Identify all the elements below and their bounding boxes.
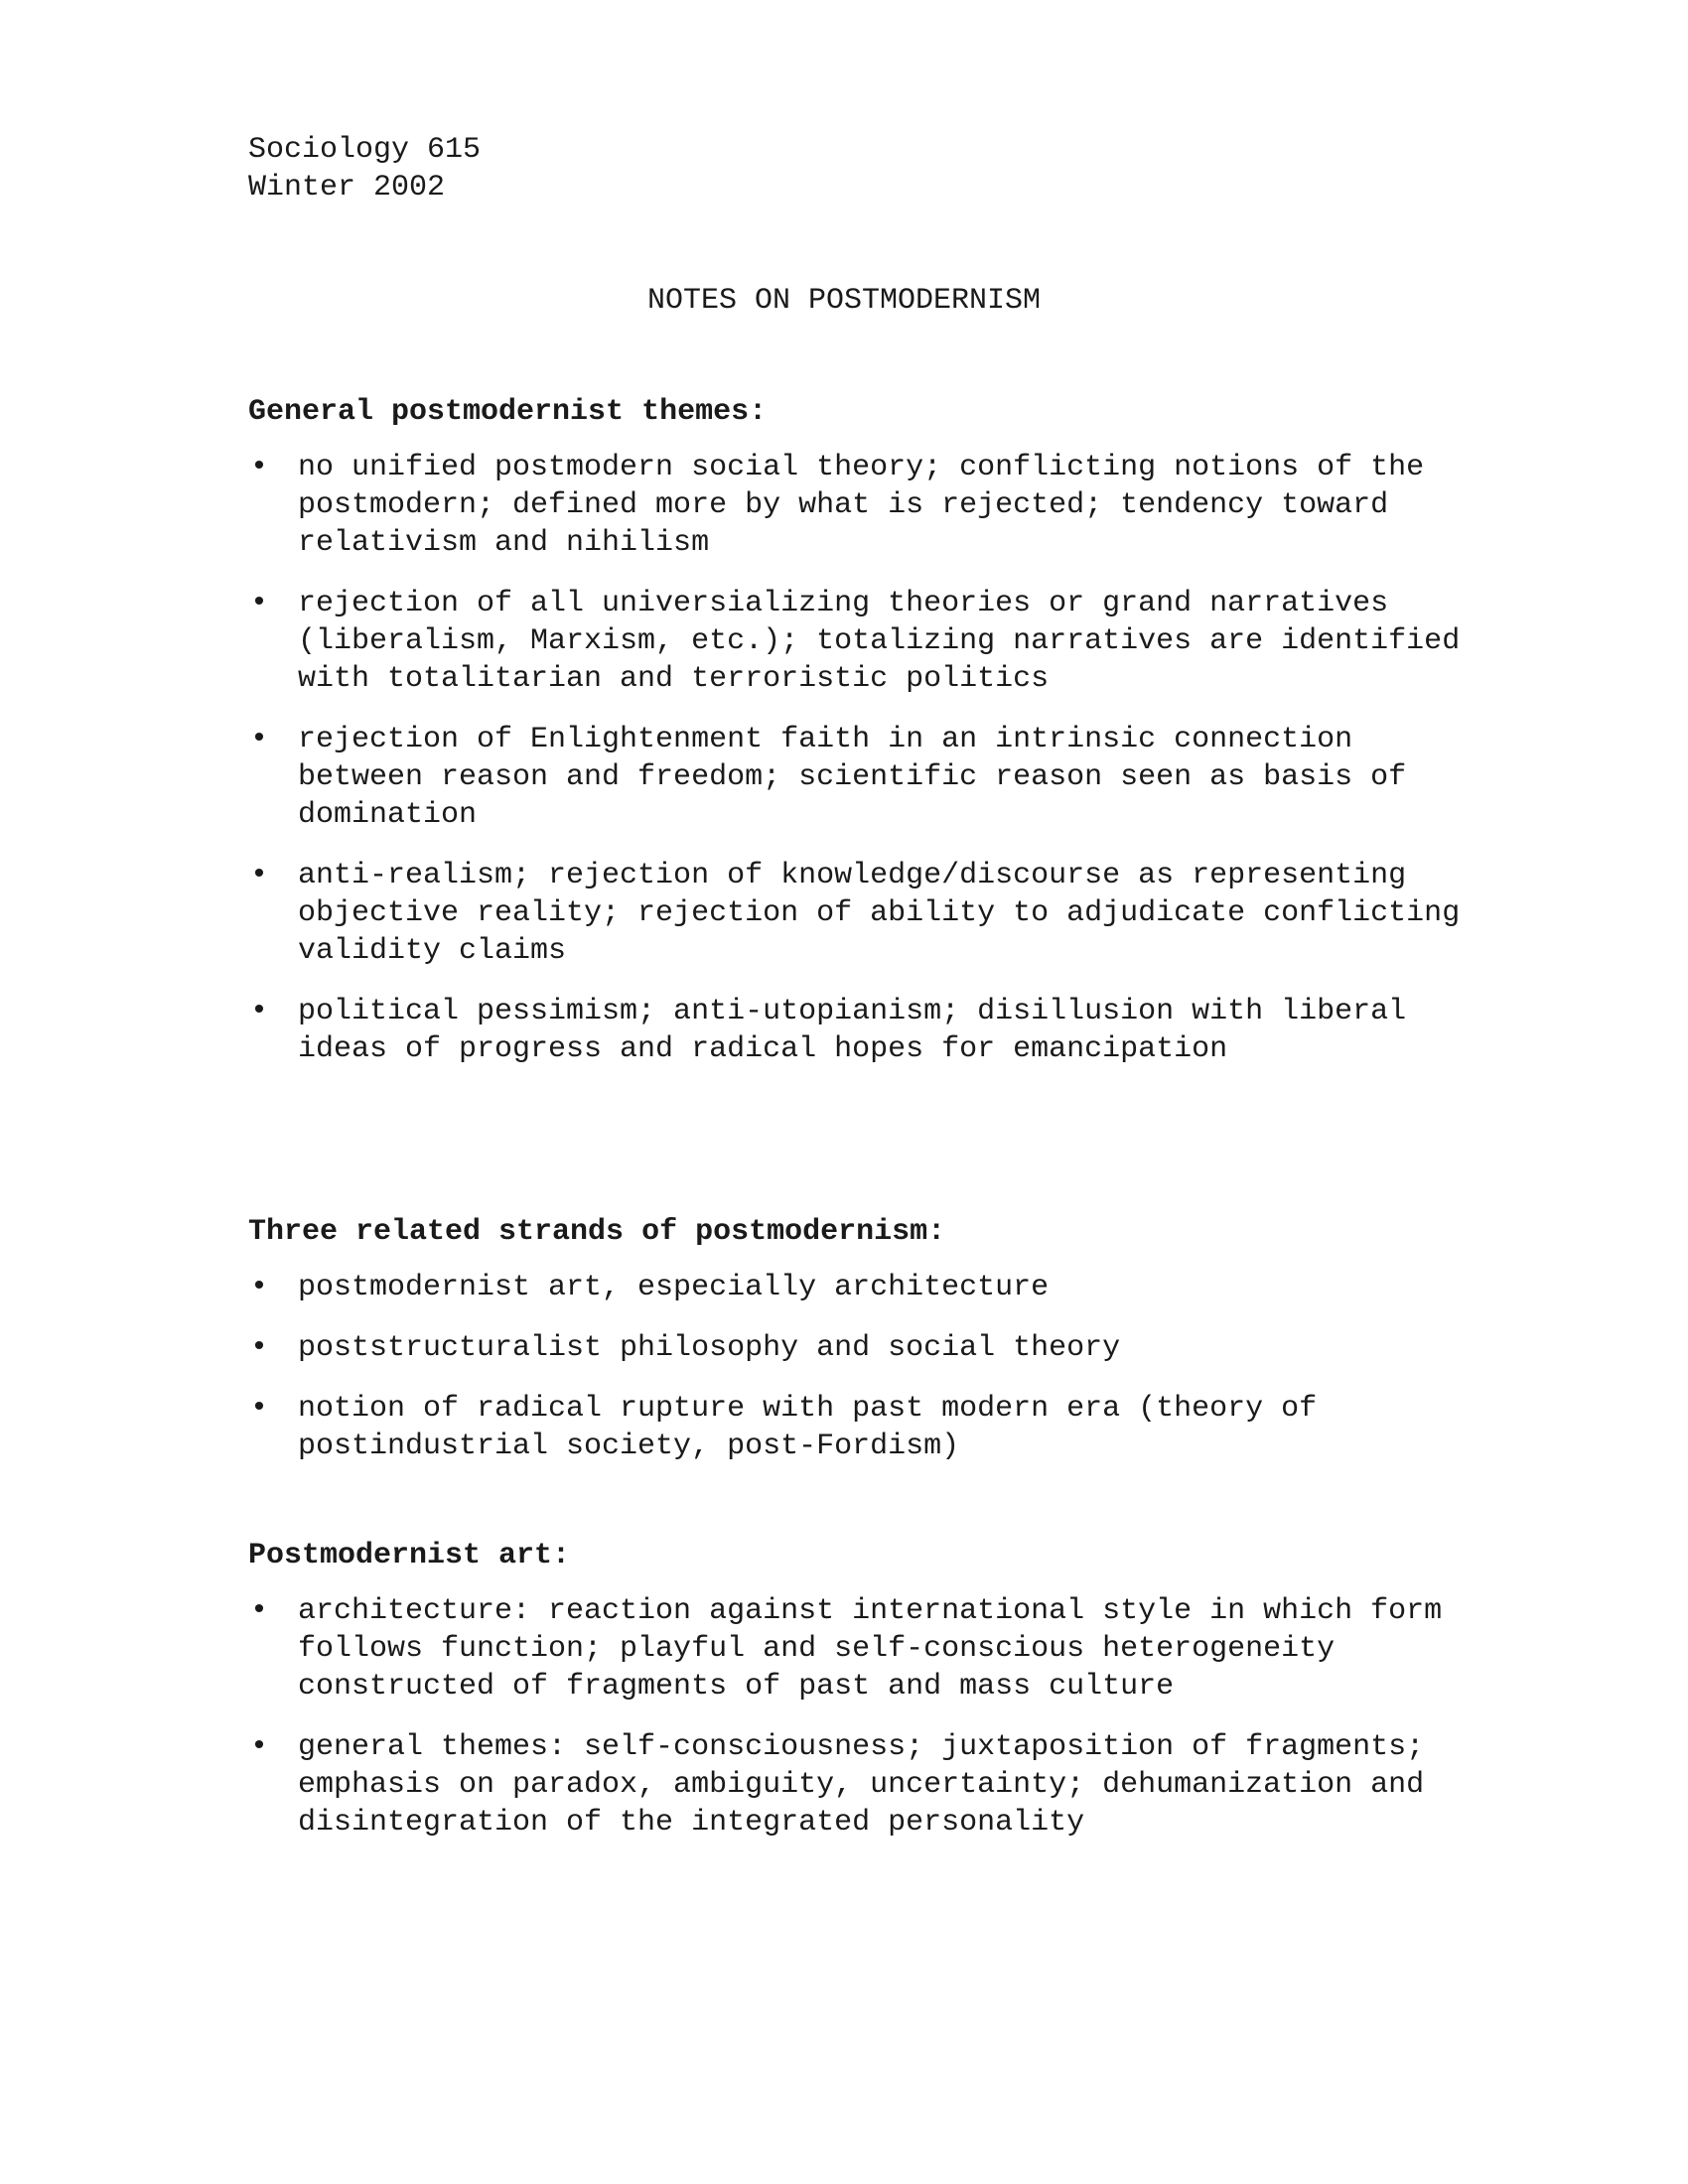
bullet-icon: • <box>250 451 269 484</box>
list-item <box>248 857 1489 970</box>
bullet-icon: • <box>250 723 269 756</box>
list-item <box>248 1329 1489 1367</box>
list-item <box>248 721 1489 834</box>
page-title: NOTES ON POSTMODERNISM <box>646 284 1042 318</box>
section-postmodernist-art <box>248 1537 1489 1864</box>
list-item <box>248 449 1489 562</box>
bullet-list <box>248 1269 1489 1465</box>
list-item-text: no unified postmodern social theory; conflicting notions of the postmodern; defined more by what is rejected; tendency toward relativism and nihilism <box>298 451 1425 560</box>
list-item-text: architecture: reaction against international style in which form follows function; playful and self-conscious heterogeneity constructed of fragments of past and mass culture <box>298 1594 1443 1704</box>
list-item-text: rejection of Enlightenment faith in an intrinsic connection between reason and freedom; scientific reason seen as basis of domination <box>298 723 1407 832</box>
bullet-icon: • <box>250 859 269 892</box>
section-heading: General postmodernist themes: <box>248 395 768 429</box>
course-term: Winter 2002 <box>248 171 446 205</box>
bullet-icon: • <box>250 1392 269 1426</box>
list-item-text: general themes: self-consciousness; juxtaposition of fragments; emphasis on paradox, ambiguity, uncertainty; dehumanization and disintegration of the integrated personality <box>298 1730 1425 1840</box>
section-three-strands <box>248 1213 1489 1488</box>
section-heading: Postmodernist art: <box>248 1539 571 1572</box>
list-item <box>248 1592 1489 1706</box>
list-item <box>248 1269 1489 1306</box>
section-general-themes <box>248 393 1489 1091</box>
bullet-icon: • <box>250 1730 269 1764</box>
list-item <box>248 585 1489 698</box>
bullet-icon: • <box>250 1271 269 1304</box>
list-item-text: postmodernist art, especially architecture <box>298 1271 1050 1304</box>
bullet-icon: • <box>250 587 269 620</box>
list-item <box>248 1728 1489 1842</box>
list-item <box>248 1390 1489 1465</box>
bullet-icon: • <box>250 995 269 1028</box>
section-heading: Three related strands of postmodernism: <box>248 1215 946 1249</box>
bullet-list <box>248 449 1489 1068</box>
bullet-icon: • <box>250 1594 269 1628</box>
course-name: Sociology 615 <box>248 133 482 167</box>
list-item-text: rejection of all universializing theories or grand narratives (liberalism, Marxism, etc.); totalizing narratives are identified with totalitarian and terroristic politics <box>298 587 1461 696</box>
list-item-text: notion of radical rupture with past modern era (theory of postindustrial society, post-Fordism) <box>298 1392 1318 1463</box>
list-item-text: poststructuralist philosophy and social theory <box>298 1331 1121 1365</box>
bullet-list <box>248 1592 1489 1842</box>
list-item-text: political pessimism; anti-utopianism; disillusion with liberal ideas of progress and radical hopes for emancipation <box>298 995 1407 1066</box>
list-item-text: anti-realism; rejection of knowledge/discourse as representing objective reality; rejection of ability to adjudicate conflicting validity claims <box>298 859 1461 968</box>
bullet-icon: • <box>250 1331 269 1365</box>
course-header <box>248 131 481 206</box>
list-item <box>248 993 1489 1068</box>
